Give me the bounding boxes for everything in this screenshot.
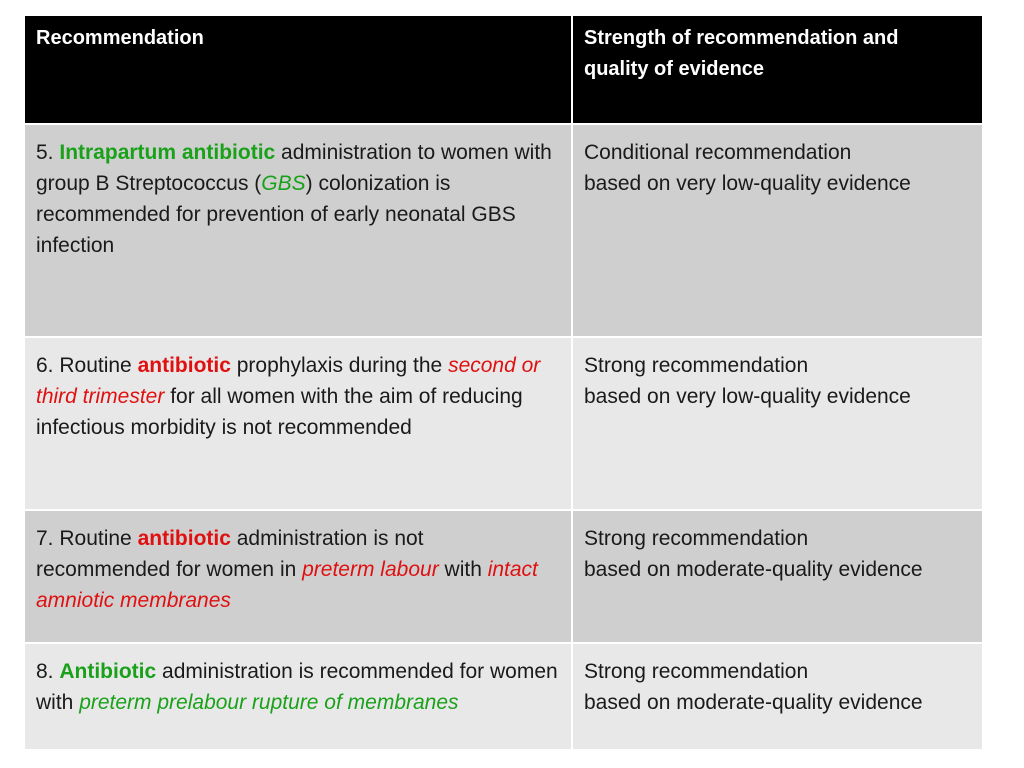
rec-text: ) colonization is recommended for prevention of early neonatal GBS infection	[36, 172, 516, 257]
rec-text: preterm labour	[302, 558, 439, 581]
rec-text: GBS	[261, 172, 306, 195]
rec-number: 8.	[36, 660, 54, 683]
header-strength	[573, 16, 982, 123]
recommendation-cell	[25, 125, 573, 336]
table-row	[25, 644, 982, 751]
rec-text: with	[438, 558, 488, 581]
rec-text: Routine	[53, 527, 138, 550]
rec-text: intact amniotic membranes	[36, 558, 538, 612]
strength-line2: based on moderate-quality evidence	[584, 558, 923, 581]
rec-number: 6.	[36, 354, 54, 377]
recommendation-cell	[25, 511, 573, 642]
strength-line2: based on very low-quality evidence	[584, 172, 911, 195]
rec-text: prophylaxis during the	[230, 354, 449, 377]
rec-text: preterm prelabour rupture of membranes	[79, 691, 459, 714]
header-strength-line2: quality of evidence	[584, 58, 765, 80]
strength-line2: based on moderate-quality evidence	[584, 691, 923, 714]
table-row	[25, 511, 982, 644]
rec-text: administration to women with group B Streptococcus (	[36, 141, 552, 195]
strength-cell	[573, 644, 982, 749]
rec-text: Intrapartum antibiotic	[59, 141, 276, 164]
strength-line2: based on very low-quality evidence	[584, 385, 911, 408]
rec-number: 7.	[36, 527, 54, 550]
rec-number: 5.	[36, 141, 54, 164]
strength-cell	[573, 338, 982, 509]
rec-text: antibiotic	[137, 354, 231, 377]
rec-text: administration is recommended for women with	[36, 660, 558, 714]
strength-line1: Conditional recommendation	[584, 141, 852, 164]
strength-line1: Strong recommendation	[584, 527, 809, 550]
recommendations-table	[25, 16, 982, 751]
header-strength-line1: Strength of recommendation and	[584, 27, 899, 49]
recommendation-cell	[25, 338, 573, 509]
header-recommendation: Recommendation	[25, 16, 573, 123]
strength-line1: Strong recommendation	[584, 354, 809, 377]
rec-text: Routine	[53, 354, 138, 377]
table-header-row	[25, 16, 982, 125]
rec-text: second or third trimester	[36, 354, 541, 408]
strength-cell	[573, 511, 982, 642]
table-row	[25, 125, 982, 338]
rec-text: Antibiotic	[59, 660, 157, 683]
recommendation-cell	[25, 644, 573, 749]
rec-text: administration is not recommended for women in	[36, 527, 424, 581]
strength-line1: Strong recommendation	[584, 660, 809, 683]
strength-cell	[573, 125, 982, 336]
table-row	[25, 338, 982, 511]
rec-text: antibiotic	[137, 527, 231, 550]
rec-text: for all women with the aim of reducing infectious morbidity is not recommended	[36, 385, 523, 439]
